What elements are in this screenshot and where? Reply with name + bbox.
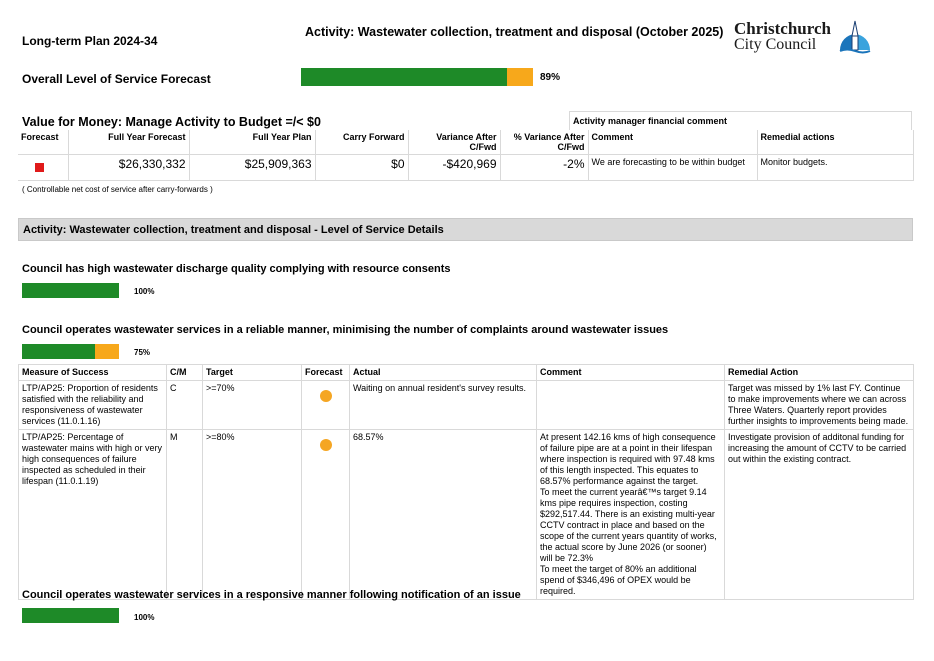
forecast-dot-cell <box>302 430 350 600</box>
section-3-bar-green <box>22 608 119 623</box>
full-year-plan-value: $25,909,363 <box>189 155 315 181</box>
carry-forward-value: $0 <box>315 155 408 181</box>
remedial-value: Monitor budgets. <box>757 155 913 181</box>
section-3-title: Council operates wastewater services in a responsive manner following notification of an issue <box>22 589 521 601</box>
col-pct-variance: % Variance After C/Fwd <box>500 130 588 155</box>
measures-header-row <box>19 365 914 381</box>
col-comment-m: Comment <box>537 365 725 381</box>
col-measure: Measure of Success <box>19 365 167 381</box>
col-comment: Comment <box>588 130 757 155</box>
col-carry-forward: Carry Forward <box>315 130 408 155</box>
col-full-year-forecast: Full Year Forecast <box>68 130 189 155</box>
col-full-year-plan: Full Year Plan <box>189 130 315 155</box>
section-3-bar <box>22 608 119 623</box>
forecast-red-square-icon <box>35 163 44 172</box>
col-actual: Actual <box>350 365 537 381</box>
actual-value: 68.57% <box>350 430 537 600</box>
forecast-amber-dot-icon <box>320 390 332 402</box>
remedial-text: Investigate provision of additonal funding for increasing the amount of CCTV to be carried out within the existing contract. <box>725 430 914 600</box>
plan-title: Long-term Plan 2024-34 <box>22 34 158 48</box>
forecast-dot-cell <box>302 381 350 430</box>
forecast-cell <box>18 155 68 181</box>
comment-text <box>537 381 725 430</box>
pct-variance-value: -2% <box>500 155 588 181</box>
col-target: Target <box>203 365 302 381</box>
col-remedial: Remedial actions <box>757 130 913 155</box>
comment-value: We are forecasting to be within budget <box>588 155 757 181</box>
section-1-bar <box>22 283 119 298</box>
target-value: >=70% <box>203 381 302 430</box>
col-variance: Variance After C/Fwd <box>408 130 500 155</box>
col-forecast-dot: Forecast <box>302 365 350 381</box>
section-1-percent: 100% <box>134 287 155 296</box>
cm-value: M <box>167 430 203 600</box>
target-value: >=80% <box>203 430 302 600</box>
overall-los-bar-green <box>301 68 507 86</box>
financial-comment-header-box <box>569 111 912 130</box>
col-cm: C/M <box>167 365 203 381</box>
section-2-percent: 75% <box>134 348 151 357</box>
measure-text: LTP/AP25: Percentage of wastewater mains with high or very high consequences of failure inspected as scheduled in their lifespan (11.0.1.19) <box>19 430 167 600</box>
cathedral-logo-icon <box>838 20 872 56</box>
measures-table <box>18 364 914 600</box>
budget-title: Value for Money: Manage Activity to Budget =/< $0 <box>22 115 321 129</box>
budget-row <box>18 155 913 181</box>
budget-footnote: ( Controllable net cost of service after carry-forwards ) <box>22 185 213 194</box>
overall-los-label: Overall Level of Service Forecast <box>22 72 211 86</box>
forecast-amber-dot-icon <box>320 439 332 451</box>
overall-los-percent: 89% <box>540 72 561 83</box>
section-2-title: Council operates wastewater services in a reliable manner, minimising the number of complaints around wastewater issues <box>22 324 669 336</box>
actual-value: Waiting on annual resident's survey results. <box>350 381 537 430</box>
section-3-percent: 100% <box>134 613 155 622</box>
section-2-bar-green <box>22 344 95 359</box>
budget-table <box>18 130 914 181</box>
section-1-title: Council has high wastewater discharge quality complying with resource consents <box>22 263 451 275</box>
logo-line-1: Christchurch <box>734 19 831 38</box>
cm-value: C <box>167 381 203 430</box>
section-2-bar-orange <box>95 344 119 359</box>
financial-comment-header: Activity manager financial comment <box>573 116 728 126</box>
budget-header-row <box>18 130 913 155</box>
col-forecast: Forecast <box>18 130 68 155</box>
section-2-bar <box>22 344 119 359</box>
logo-line-2: City Council <box>734 36 817 53</box>
variance-value: -$420,969 <box>408 155 500 181</box>
council-logo <box>734 21 831 53</box>
overall-los-bar-orange <box>507 68 533 86</box>
section-1-bar-green <box>22 283 119 298</box>
comment-text: At present 142.16 kms of high consequence of failure pipe are at a point in their lifespan where inspection is required with 97.48 kms of this length inspected. This equates to 68.57% performance against the target. To meet the current yearâ€™s target 9.14 kms pipe requires inspection, costing $292,517.44. There is an existing multi-year CCTV contract in place and based on the scope of the current years quantity of works, the actual score by June 2026 (or sooner) will be 72.3% To meet the target of 80% an additional spend of $346,496 of OPEX would be required. <box>537 430 725 600</box>
activity-title: Activity: Wastewater collection, treatment and disposal (October 2025) <box>305 25 724 39</box>
table-row <box>19 430 914 600</box>
overall-los-bar <box>301 68 533 86</box>
full-year-forecast-value: $26,330,332 <box>68 155 189 181</box>
los-details-header: Activity: Wastewater collection, treatment and disposal - Level of Service Details <box>18 218 913 241</box>
measure-text: LTP/AP25: Proportion of residents satisfied with the reliability and responsiveness of wastewater services (11.0.1.16) <box>19 381 167 430</box>
remedial-text: Target was missed by 1% last FY. Continue to make improvements where we can across Three Waters. Quarterly report provides further insights to improvements being made. <box>725 381 914 430</box>
col-remedial-action: Remedial Action <box>725 365 914 381</box>
table-row <box>19 381 914 430</box>
